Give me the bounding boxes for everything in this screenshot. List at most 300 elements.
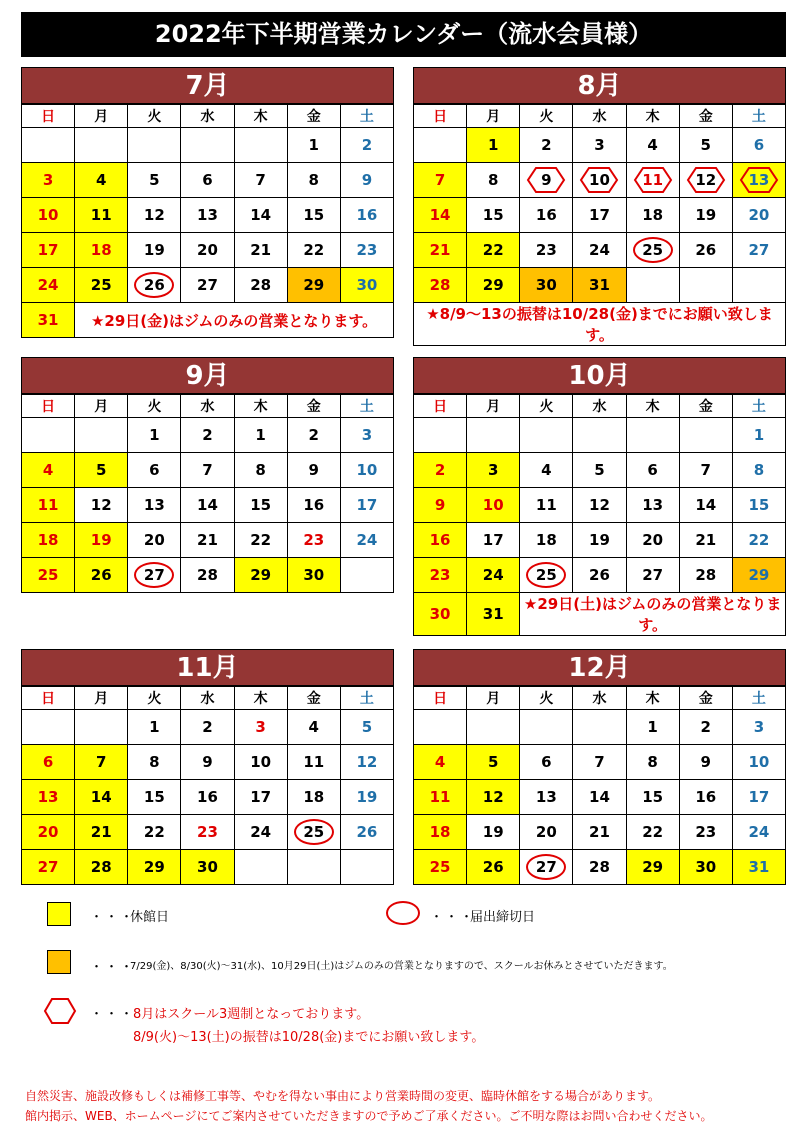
day-cell: 26 xyxy=(679,233,732,268)
month-december xyxy=(413,649,786,885)
day-cell: 11 xyxy=(520,488,573,523)
day-cell: 31 xyxy=(573,268,626,303)
calendar-grid xyxy=(21,104,394,338)
empty-cell xyxy=(22,418,75,453)
day-cell: 1 xyxy=(467,128,520,163)
weekday-header: 水 xyxy=(181,395,234,418)
deadline-marker: 27 xyxy=(526,854,566,880)
weekday-header: 土 xyxy=(340,395,393,418)
weekday-header: 金 xyxy=(287,395,340,418)
weekday-header: 火 xyxy=(128,395,181,418)
day-cell: 18 xyxy=(520,523,573,558)
day-cell: 4 xyxy=(287,710,340,745)
deadline-marker: 25 xyxy=(526,562,566,588)
weekday-header: 月 xyxy=(467,105,520,128)
legend-dots: ・・・ xyxy=(90,1007,136,1022)
day-cell: 2 xyxy=(181,710,234,745)
day-cell: 18 xyxy=(75,233,128,268)
legend-hex-line1: 8月はスクール3週制となっております。 xyxy=(133,1007,370,1022)
day-cell: 27 xyxy=(732,233,785,268)
day-cell: 27 xyxy=(181,268,234,303)
empty-cell xyxy=(75,710,128,745)
day-cell: 9 xyxy=(679,745,732,780)
day-cell: 3 xyxy=(467,453,520,488)
weekday-header: 日 xyxy=(22,395,75,418)
legend-dots: ・・・ xyxy=(90,910,136,925)
day-cell: 1 xyxy=(626,710,679,745)
weekday-header: 土 xyxy=(732,687,785,710)
day-cell: 8 xyxy=(128,745,181,780)
day-cell: 4 xyxy=(626,128,679,163)
day-cell: 6 xyxy=(732,128,785,163)
day-cell: 6 xyxy=(22,745,75,780)
day-cell: 30 xyxy=(679,850,732,885)
empty-cell xyxy=(340,558,393,593)
day-cell: 15 xyxy=(732,488,785,523)
day-cell: 14 xyxy=(679,488,732,523)
empty-cell xyxy=(573,710,626,745)
day-cell: 30 xyxy=(181,850,234,885)
calendar-grid xyxy=(413,104,786,346)
day-cell: 11 xyxy=(287,745,340,780)
day-cell: 17 xyxy=(573,198,626,233)
day-cell: 8 xyxy=(287,163,340,198)
month-september xyxy=(21,357,394,593)
month-header: 12月 xyxy=(413,649,786,686)
deadline-marker: 26 xyxy=(134,272,174,298)
weekday-header: 火 xyxy=(520,395,573,418)
month-header: 11月 xyxy=(21,649,394,686)
day-cell: 15 xyxy=(467,198,520,233)
day-cell: 7 xyxy=(573,745,626,780)
day-cell: 24 xyxy=(22,268,75,303)
weekday-header: 金 xyxy=(679,395,732,418)
day-cell: 19 xyxy=(128,233,181,268)
day-cell: 19 xyxy=(75,523,128,558)
day-cell: 5 xyxy=(128,163,181,198)
day-cell: 2 xyxy=(340,128,393,163)
day-cell: 1 xyxy=(128,710,181,745)
day-cell: 16 xyxy=(679,780,732,815)
legend-gym-label: 7/29(金)、8/30(火)～31(水)、10月29日(土)はジムのみの営業となりますので、スクールお休みとさせていただきます。 xyxy=(130,961,673,972)
weekday-header: 月 xyxy=(467,687,520,710)
day-cell xyxy=(520,850,573,885)
month-header: 10月 xyxy=(413,357,786,394)
deadline-marker: 25 xyxy=(633,237,673,263)
day-cell: 14 xyxy=(75,780,128,815)
day-cell: 22 xyxy=(287,233,340,268)
day-cell: 13 xyxy=(520,780,573,815)
day-cell: 28 xyxy=(234,268,287,303)
day-cell: 30 xyxy=(520,268,573,303)
day-cell: 5 xyxy=(340,710,393,745)
empty-cell xyxy=(414,418,467,453)
month-header: 8月 xyxy=(413,67,786,104)
weekday-header: 水 xyxy=(181,687,234,710)
day-cell: 8 xyxy=(234,453,287,488)
month-header: 9月 xyxy=(21,357,394,394)
legend-hexagon-icon xyxy=(43,997,77,1025)
day-cell: 21 xyxy=(181,523,234,558)
day-cell: 31 xyxy=(22,303,75,338)
day-cell: 10 xyxy=(467,488,520,523)
day-cell: 17 xyxy=(732,780,785,815)
day-cell: 28 xyxy=(679,558,732,593)
day-cell: 2 xyxy=(181,418,234,453)
day-cell: 24 xyxy=(234,815,287,850)
day-cell: 11 xyxy=(75,198,128,233)
day-cell: 13 xyxy=(22,780,75,815)
day-cell: 7 xyxy=(181,453,234,488)
day-cell: 29 xyxy=(626,850,679,885)
day-cell: 10 xyxy=(22,198,75,233)
day-cell: 14 xyxy=(181,488,234,523)
day-cell: 1 xyxy=(287,128,340,163)
day-cell: 6 xyxy=(626,453,679,488)
calendar-grid xyxy=(21,686,394,885)
day-cell: 11 xyxy=(414,780,467,815)
day-cell: 2 xyxy=(287,418,340,453)
empty-cell xyxy=(75,418,128,453)
hexagon-marker: 12 xyxy=(686,166,726,194)
day-cell: 24 xyxy=(573,233,626,268)
legend-closed-swatch xyxy=(47,902,71,926)
legend-dots: ・・・ xyxy=(90,960,136,975)
day-cell: 6 xyxy=(128,453,181,488)
day-cell: 20 xyxy=(520,815,573,850)
legend-dots: ・・・ xyxy=(430,910,476,925)
day-cell: 15 xyxy=(234,488,287,523)
day-cell: 26 xyxy=(340,815,393,850)
day-cell: 21 xyxy=(414,233,467,268)
empty-cell xyxy=(287,850,340,885)
legend-gym-swatch xyxy=(47,950,71,974)
day-cell: 29 xyxy=(128,850,181,885)
day-cell: 12 xyxy=(128,198,181,233)
day-cell xyxy=(520,163,573,198)
day-cell xyxy=(128,268,181,303)
day-cell: 14 xyxy=(414,198,467,233)
day-cell: 22 xyxy=(467,233,520,268)
weekday-header: 火 xyxy=(128,687,181,710)
day-cell: 21 xyxy=(573,815,626,850)
day-cell: 4 xyxy=(22,453,75,488)
empty-cell xyxy=(75,128,128,163)
day-cell: 1 xyxy=(234,418,287,453)
day-cell: 14 xyxy=(234,198,287,233)
day-cell: 7 xyxy=(234,163,287,198)
weekday-header: 木 xyxy=(234,105,287,128)
day-cell xyxy=(626,163,679,198)
day-cell: 27 xyxy=(626,558,679,593)
day-cell: 5 xyxy=(679,128,732,163)
day-cell: 20 xyxy=(128,523,181,558)
calendar-grid xyxy=(21,394,394,593)
day-cell: 16 xyxy=(181,780,234,815)
month-note: ★29日(土)はジムのみの営業となります。 xyxy=(520,593,786,636)
day-cell: 28 xyxy=(75,850,128,885)
weekday-header: 火 xyxy=(520,105,573,128)
month-header: 7月 xyxy=(21,67,394,104)
day-cell xyxy=(573,163,626,198)
weekday-header: 水 xyxy=(573,687,626,710)
day-cell: 12 xyxy=(75,488,128,523)
weekday-header: 金 xyxy=(679,687,732,710)
weekday-header: 月 xyxy=(75,395,128,418)
day-cell: 16 xyxy=(520,198,573,233)
empty-cell xyxy=(626,418,679,453)
day-cell: 17 xyxy=(22,233,75,268)
day-cell: 31 xyxy=(732,850,785,885)
empty-cell xyxy=(128,128,181,163)
weekday-header: 日 xyxy=(414,687,467,710)
day-cell: 10 xyxy=(234,745,287,780)
day-cell: 25 xyxy=(22,558,75,593)
weekday-header: 月 xyxy=(467,395,520,418)
weekday-header: 土 xyxy=(732,105,785,128)
day-cell: 3 xyxy=(234,710,287,745)
day-cell: 29 xyxy=(234,558,287,593)
day-cell: 8 xyxy=(732,453,785,488)
day-cell: 9 xyxy=(340,163,393,198)
legend-deadline-circle xyxy=(386,901,420,925)
day-cell: 17 xyxy=(467,523,520,558)
day-cell: 28 xyxy=(414,268,467,303)
day-cell: 15 xyxy=(626,780,679,815)
empty-cell xyxy=(22,128,75,163)
day-cell: 28 xyxy=(181,558,234,593)
empty-cell xyxy=(234,128,287,163)
calendar-grid xyxy=(413,394,786,636)
day-cell: 24 xyxy=(340,523,393,558)
day-cell: 31 xyxy=(467,593,520,636)
day-cell xyxy=(287,815,340,850)
weekday-header: 日 xyxy=(414,395,467,418)
day-cell: 7 xyxy=(679,453,732,488)
weekday-header: 日 xyxy=(22,687,75,710)
calendar-grid xyxy=(413,686,786,885)
month-july xyxy=(21,67,394,338)
day-cell: 19 xyxy=(573,523,626,558)
weekday-header: 土 xyxy=(340,105,393,128)
day-cell: 20 xyxy=(22,815,75,850)
day-cell: 25 xyxy=(75,268,128,303)
day-cell: 16 xyxy=(340,198,393,233)
month-october xyxy=(413,357,786,636)
day-cell xyxy=(128,558,181,593)
empty-cell xyxy=(181,128,234,163)
day-cell: 12 xyxy=(340,745,393,780)
day-cell: 3 xyxy=(340,418,393,453)
day-cell: 13 xyxy=(181,198,234,233)
day-cell: 25 xyxy=(414,850,467,885)
day-cell: 13 xyxy=(128,488,181,523)
day-cell: 20 xyxy=(181,233,234,268)
empty-cell xyxy=(520,710,573,745)
weekday-header: 月 xyxy=(75,687,128,710)
weekday-header: 月 xyxy=(75,105,128,128)
day-cell: 22 xyxy=(732,523,785,558)
day-cell: 27 xyxy=(22,850,75,885)
weekday-header: 火 xyxy=(128,105,181,128)
day-cell: 4 xyxy=(414,745,467,780)
day-cell: 29 xyxy=(467,268,520,303)
empty-cell xyxy=(22,710,75,745)
day-cell xyxy=(732,163,785,198)
day-cell: 19 xyxy=(679,198,732,233)
weekday-header: 日 xyxy=(22,105,75,128)
day-cell: 23 xyxy=(679,815,732,850)
day-cell: 6 xyxy=(181,163,234,198)
deadline-marker: 25 xyxy=(294,819,334,845)
day-cell: 9 xyxy=(287,453,340,488)
day-cell: 2 xyxy=(520,128,573,163)
day-cell: 2 xyxy=(679,710,732,745)
day-cell: 3 xyxy=(573,128,626,163)
day-cell: 22 xyxy=(234,523,287,558)
weekday-header: 火 xyxy=(520,687,573,710)
day-cell: 26 xyxy=(573,558,626,593)
weekday-header: 土 xyxy=(340,687,393,710)
day-cell: 23 xyxy=(414,558,467,593)
weekday-header: 金 xyxy=(679,105,732,128)
day-cell: 15 xyxy=(128,780,181,815)
empty-cell xyxy=(626,268,679,303)
day-cell: 2 xyxy=(414,453,467,488)
day-cell: 26 xyxy=(467,850,520,885)
day-cell: 20 xyxy=(732,198,785,233)
day-cell: 1 xyxy=(128,418,181,453)
day-cell: 29 xyxy=(287,268,340,303)
page-title: 2022年下半期営業カレンダー（流水会員様） xyxy=(21,12,786,57)
day-cell: 8 xyxy=(626,745,679,780)
day-cell: 9 xyxy=(181,745,234,780)
weekday-header: 木 xyxy=(626,105,679,128)
day-cell: 26 xyxy=(75,558,128,593)
day-cell: 30 xyxy=(414,593,467,636)
month-note: ★29日(金)はジムのみの営業となります。 xyxy=(75,303,394,338)
day-cell xyxy=(520,558,573,593)
weekday-header: 水 xyxy=(573,105,626,128)
day-cell: 19 xyxy=(467,815,520,850)
weekday-header: 金 xyxy=(287,687,340,710)
day-cell: 13 xyxy=(626,488,679,523)
weekday-header: 木 xyxy=(626,395,679,418)
weekday-header: 木 xyxy=(626,687,679,710)
day-cell: 29 xyxy=(732,558,785,593)
month-august xyxy=(413,67,786,346)
day-cell: 8 xyxy=(467,163,520,198)
empty-cell xyxy=(340,850,393,885)
weekday-header: 水 xyxy=(573,395,626,418)
month-november xyxy=(21,649,394,885)
hexagon-marker: 10 xyxy=(579,166,619,194)
legend-closed-label: 休館日 xyxy=(130,910,170,925)
day-cell: 5 xyxy=(75,453,128,488)
day-cell: 21 xyxy=(234,233,287,268)
day-cell: 3 xyxy=(732,710,785,745)
day-cell: 4 xyxy=(520,453,573,488)
day-cell: 7 xyxy=(75,745,128,780)
footer-line1: 自然災害、施設改修もしくは補修工事等、やむを得ない事由により営業時間の変更、臨時休館をする場合があります。 xyxy=(25,1089,661,1103)
day-cell: 18 xyxy=(414,815,467,850)
footer-line2: 館内掲示、WEB、ホームページにてご案内させていただきますので予めご了承ください。ご不明な際はお問い合わせください。 xyxy=(25,1109,713,1123)
hexagon-marker: 9 xyxy=(526,166,566,194)
empty-cell xyxy=(234,850,287,885)
day-cell: 12 xyxy=(467,780,520,815)
legend-deadline-label: 届出締切日 xyxy=(470,910,536,925)
day-cell: 11 xyxy=(22,488,75,523)
empty-cell xyxy=(414,128,467,163)
day-cell: 22 xyxy=(626,815,679,850)
month-note: ★8/9～13の振替は10/28(金)までにお願い致します。 xyxy=(414,303,786,346)
day-cell: 6 xyxy=(520,745,573,780)
day-cell xyxy=(626,233,679,268)
day-cell: 23 xyxy=(181,815,234,850)
empty-cell xyxy=(414,710,467,745)
empty-cell xyxy=(679,418,732,453)
day-cell: 5 xyxy=(573,453,626,488)
weekday-header: 日 xyxy=(414,105,467,128)
day-cell: 10 xyxy=(732,745,785,780)
day-cell: 17 xyxy=(234,780,287,815)
day-cell: 21 xyxy=(679,523,732,558)
deadline-marker: 27 xyxy=(134,562,174,588)
day-cell: 15 xyxy=(287,198,340,233)
day-cell: 1 xyxy=(732,418,785,453)
empty-cell xyxy=(467,418,520,453)
day-cell: 5 xyxy=(467,745,520,780)
day-cell: 23 xyxy=(340,233,393,268)
day-cell: 12 xyxy=(573,488,626,523)
day-cell: 19 xyxy=(340,780,393,815)
weekday-header: 木 xyxy=(234,395,287,418)
day-cell: 24 xyxy=(732,815,785,850)
day-cell: 23 xyxy=(520,233,573,268)
weekday-header: 木 xyxy=(234,687,287,710)
day-cell: 3 xyxy=(22,163,75,198)
day-cell: 20 xyxy=(626,523,679,558)
hexagon-marker: 13 xyxy=(739,166,779,194)
empty-cell xyxy=(679,268,732,303)
hexagon-marker: 11 xyxy=(633,166,673,194)
day-cell: 18 xyxy=(626,198,679,233)
day-cell: 30 xyxy=(287,558,340,593)
day-cell: 4 xyxy=(75,163,128,198)
day-cell: 23 xyxy=(287,523,340,558)
day-cell: 14 xyxy=(573,780,626,815)
day-cell: 30 xyxy=(340,268,393,303)
day-cell: 22 xyxy=(128,815,181,850)
day-cell: 16 xyxy=(414,523,467,558)
day-cell xyxy=(679,163,732,198)
day-cell: 21 xyxy=(75,815,128,850)
day-cell: 10 xyxy=(340,453,393,488)
day-cell: 24 xyxy=(467,558,520,593)
empty-cell xyxy=(573,418,626,453)
day-cell: 28 xyxy=(573,850,626,885)
legend-hex-line2: 8/9(火)～13(土)の振替は10/28(金)までにお願い致します。 xyxy=(133,1030,485,1045)
day-cell: 18 xyxy=(22,523,75,558)
empty-cell xyxy=(467,710,520,745)
empty-cell xyxy=(520,418,573,453)
empty-cell xyxy=(732,268,785,303)
day-cell: 16 xyxy=(287,488,340,523)
weekday-header: 金 xyxy=(287,105,340,128)
day-cell: 17 xyxy=(340,488,393,523)
day-cell: 9 xyxy=(414,488,467,523)
day-cell: 7 xyxy=(414,163,467,198)
